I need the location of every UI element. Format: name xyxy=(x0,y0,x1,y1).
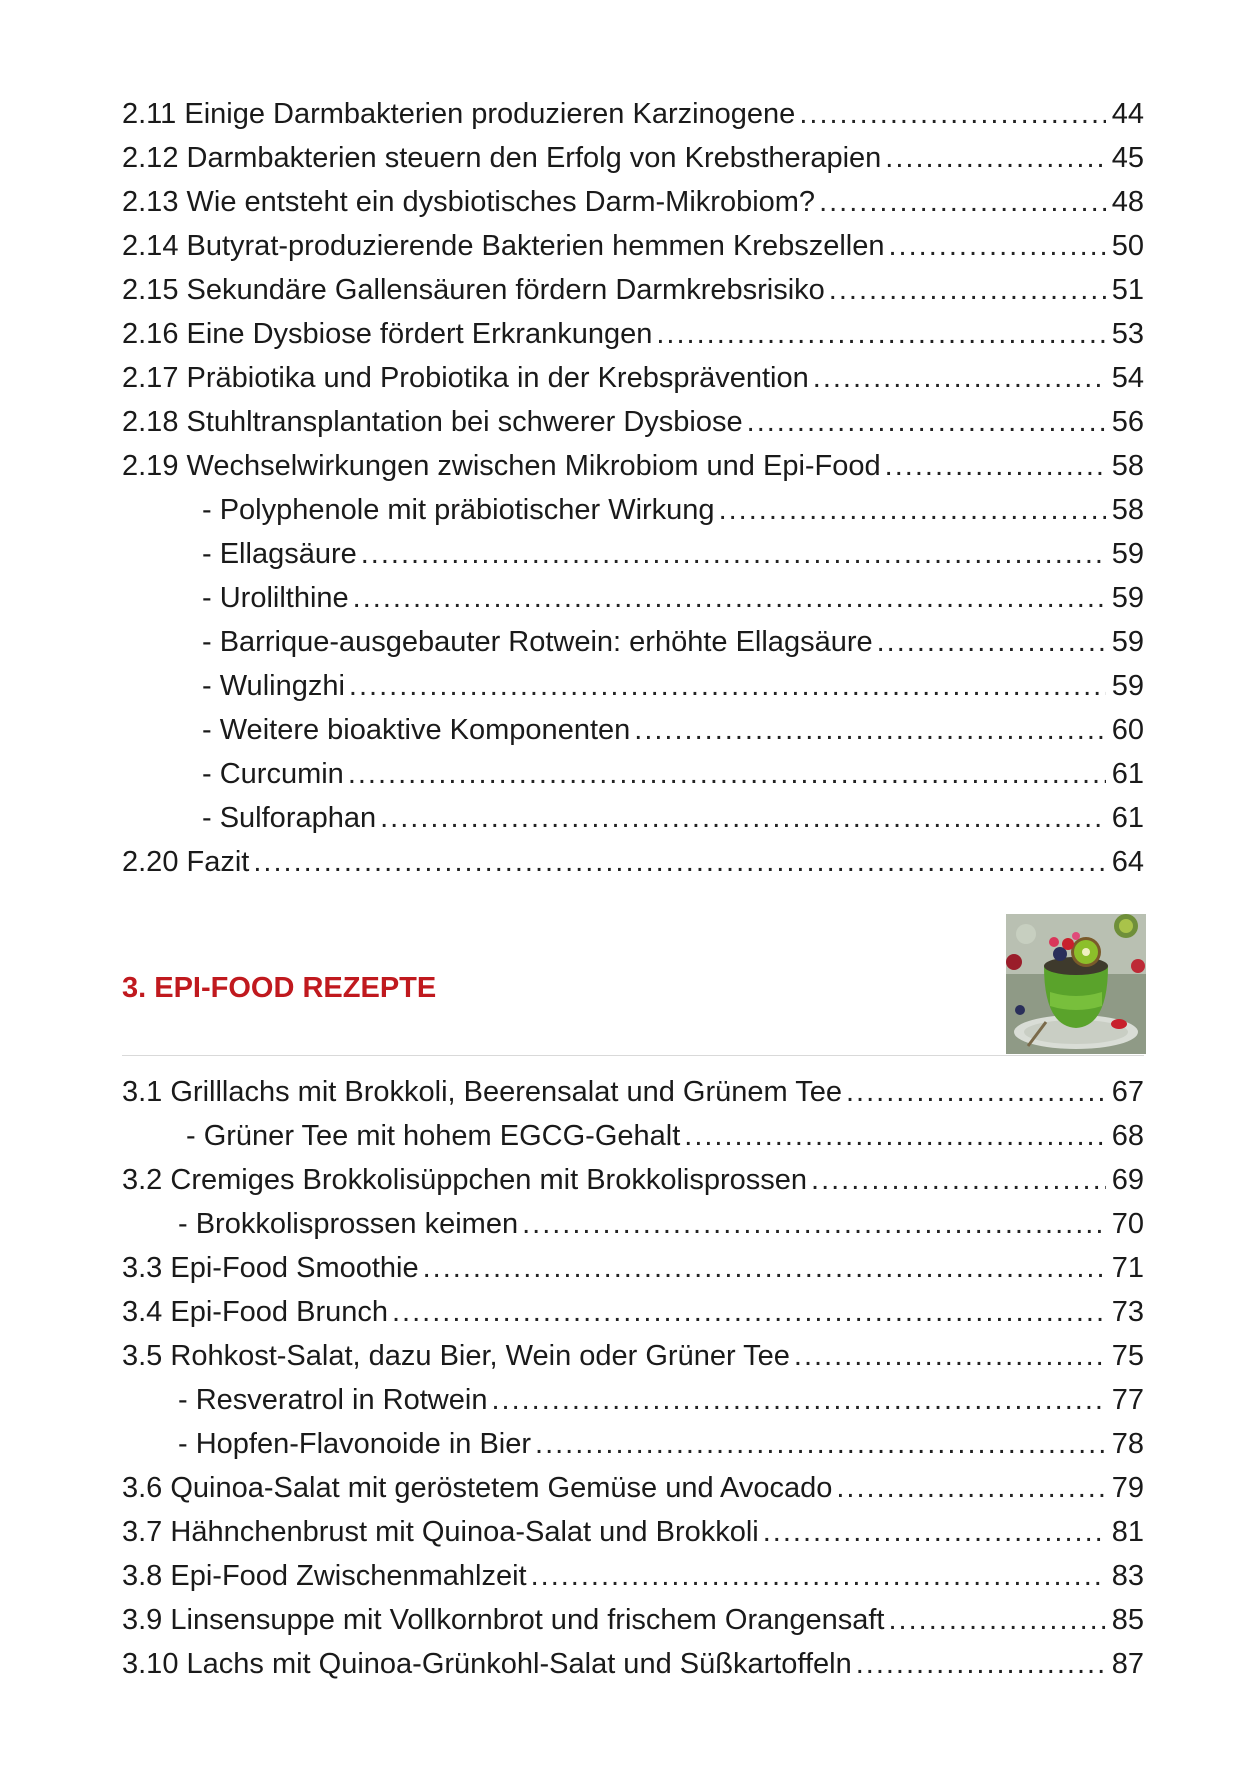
toc-entry-label: 2.12 Darmbakterien steuern den Erfolg von Krebstherapien xyxy=(122,142,882,174)
dot-leader xyxy=(836,1466,1106,1510)
toc-entry-label: 3.1 Grilllachs mit Brokkoli, Beerensalat und Grünem Tee xyxy=(122,1076,842,1108)
toc-entry-page: 71 xyxy=(1111,1252,1144,1284)
toc-subentry[interactable] xyxy=(122,1114,1144,1158)
toc-subentry[interactable] xyxy=(122,708,1144,752)
dot-leader xyxy=(522,1202,1106,1246)
toc-entry-page: 45 xyxy=(1111,142,1144,174)
toc-subentry[interactable] xyxy=(122,664,1144,708)
toc-entry[interactable] xyxy=(122,224,1144,268)
toc-entry-label: 3.2 Cremiges Brokkolisüppchen mit Brokkolisprossen xyxy=(122,1164,808,1196)
toc-entry[interactable] xyxy=(122,1466,1144,1510)
dot-leader xyxy=(253,840,1106,884)
dot-leader xyxy=(349,664,1106,708)
toc-entry-page: 58 xyxy=(1111,450,1144,482)
toc-entry-label: 3.7 Hähnchenbrust mit Quinoa-Salat und Brokkoli xyxy=(122,1516,759,1548)
dot-leader xyxy=(856,1642,1106,1686)
toc-entry-label: - Resveratrol in Rotwein xyxy=(178,1384,488,1416)
dot-leader xyxy=(888,1598,1106,1642)
toc-section-2 xyxy=(122,92,1144,884)
toc-entry-page: 59 xyxy=(1111,626,1144,658)
toc-entry-label: 2.20 Fazit xyxy=(122,846,250,878)
toc-entry-label: - Curcumin xyxy=(202,758,344,790)
toc-entry-label: - Weitere bioaktive Komponenten xyxy=(202,714,631,746)
toc-entry[interactable] xyxy=(122,356,1144,400)
toc-entry-page: 53 xyxy=(1111,318,1144,350)
toc-entry-page: 64 xyxy=(1111,846,1144,878)
toc-entry[interactable] xyxy=(122,1158,1144,1202)
toc-entry-page: 75 xyxy=(1111,1340,1144,1372)
toc-entry-label: 2.19 Wechselwirkungen zwischen Mikrobiom und Epi-Food xyxy=(122,450,881,482)
toc-entry[interactable] xyxy=(122,840,1144,884)
toc-entry-label: 2.17 Präbiotika und Probiotika in der Krebsprävention xyxy=(122,362,809,394)
dot-leader xyxy=(885,136,1106,180)
toc-entry-label: 2.14 Butyrat-produzierende Bakterien hemmen Krebszellen xyxy=(122,230,885,262)
dot-leader xyxy=(794,1334,1106,1378)
toc-entry-label: - Ellagsäure xyxy=(202,538,357,570)
toc-entry[interactable] xyxy=(122,400,1144,444)
toc-entry-page: 83 xyxy=(1111,1560,1144,1592)
toc-subentry[interactable] xyxy=(122,1422,1144,1466)
toc-entry[interactable] xyxy=(122,1598,1144,1642)
dot-leader xyxy=(763,1510,1106,1554)
toc-entry-label: - Barrique-ausgebauter Rotwein: erhöhte Ellagsäure xyxy=(202,626,873,658)
toc-entry-page: 48 xyxy=(1111,186,1144,218)
toc-entry[interactable] xyxy=(122,1246,1144,1290)
toc-subentry[interactable] xyxy=(122,532,1144,576)
dot-leader xyxy=(819,180,1106,224)
toc-entry[interactable] xyxy=(122,1554,1144,1598)
dot-leader xyxy=(877,620,1106,664)
toc-entry-page: 67 xyxy=(1111,1076,1144,1108)
toc-entry-label: 2.15 Sekundäre Gallensäuren fördern Darmkrebsrisiko xyxy=(122,274,825,306)
dot-leader xyxy=(535,1422,1106,1466)
toc-entry-page: 59 xyxy=(1111,538,1144,570)
dot-leader xyxy=(811,1158,1106,1202)
toc-entry-page: 56 xyxy=(1111,406,1144,438)
toc-entry-label: 2.13 Wie entsteht ein dysbiotisches Darm-Mikrobiom? xyxy=(122,186,816,218)
toc-subentry[interactable] xyxy=(122,1378,1144,1422)
dot-leader xyxy=(684,1114,1106,1158)
toc-entry-label: - Grüner Tee mit hohem EGCG-Gehalt xyxy=(186,1120,681,1152)
toc-entry-page: 59 xyxy=(1111,670,1144,702)
toc-entry[interactable] xyxy=(122,268,1144,312)
dot-leader xyxy=(829,268,1106,312)
dot-leader xyxy=(348,752,1106,796)
dot-leader xyxy=(799,92,1106,136)
toc-subentry[interactable] xyxy=(122,576,1144,620)
toc-entry-page: 68 xyxy=(1111,1120,1144,1152)
toc-entry-label: - Polyphenole mit präbiotischer Wirkung xyxy=(202,494,715,526)
toc-entry[interactable] xyxy=(122,1642,1144,1686)
dot-leader xyxy=(719,488,1106,532)
dot-leader xyxy=(634,708,1106,752)
toc-entry-page: 73 xyxy=(1111,1296,1144,1328)
dot-leader xyxy=(353,576,1106,620)
dot-leader xyxy=(813,356,1106,400)
toc-entry-label: 3.10 Lachs mit Quinoa-Grünkohl-Salat und Süßkartoffeln xyxy=(122,1648,852,1680)
section-divider xyxy=(122,1055,1144,1056)
toc-entry-label: 2.16 Eine Dysbiose fördert Erkrankungen xyxy=(122,318,653,350)
toc-entry-page: 79 xyxy=(1111,1472,1144,1504)
toc-entry-label: - Hopfen-Flavonoide in Bier xyxy=(178,1428,532,1460)
toc-entry[interactable] xyxy=(122,1510,1144,1554)
toc-subentry[interactable] xyxy=(122,1202,1144,1246)
dot-leader xyxy=(392,1290,1106,1334)
toc-entry[interactable] xyxy=(122,136,1144,180)
toc-entry[interactable] xyxy=(122,92,1144,136)
dot-leader xyxy=(846,1070,1106,1114)
toc-entry-page: 69 xyxy=(1111,1164,1144,1196)
toc-entry[interactable] xyxy=(122,312,1144,356)
toc-entry[interactable] xyxy=(122,180,1144,224)
toc-entry-label: 3.9 Linsensuppe mit Vollkornbrot und frischem Orangensaft xyxy=(122,1604,885,1636)
dot-leader xyxy=(380,796,1106,840)
toc-entry[interactable] xyxy=(122,1290,1144,1334)
dot-leader xyxy=(885,444,1106,488)
toc-entry-label: - Urolilthine xyxy=(202,582,349,614)
dot-leader xyxy=(656,312,1106,356)
toc-subentry[interactable] xyxy=(122,752,1144,796)
dot-leader xyxy=(531,1554,1106,1598)
toc-entry-label: 3.8 Epi-Food Zwischenmahlzeit xyxy=(122,1560,527,1592)
section-heading: 3. EPI-FOOD REZEPTE xyxy=(122,972,437,1004)
toc-entry-page: 78 xyxy=(1111,1428,1144,1460)
toc-subentry[interactable] xyxy=(122,796,1144,840)
toc-entry-page: 44 xyxy=(1111,98,1144,130)
toc-entry-label: 2.11 Einige Darmbakterien produzieren Karzinogene xyxy=(122,98,796,130)
toc-entry-page: 58 xyxy=(1111,494,1144,526)
toc-entry-label: 2.18 Stuhltransplantation bei schwerer Dysbiose xyxy=(122,406,743,438)
smoothie-illustration xyxy=(1006,914,1146,1054)
toc-entry[interactable] xyxy=(122,1334,1144,1378)
toc-subentry[interactable] xyxy=(122,620,1144,664)
toc-entry-label: - Brokkolisprossen keimen xyxy=(178,1208,519,1240)
dot-leader xyxy=(361,532,1106,576)
toc-section-3 xyxy=(122,1070,1144,1686)
toc-entry-label: 3.6 Quinoa-Salat mit geröstetem Gemüse und Avocado xyxy=(122,1472,833,1504)
toc-entry-page: 87 xyxy=(1111,1648,1144,1680)
toc-entry[interactable] xyxy=(122,1070,1144,1114)
toc-entry-page: 50 xyxy=(1111,230,1144,262)
toc-entry-page: 51 xyxy=(1111,274,1144,306)
toc-entry-page: 59 xyxy=(1111,582,1144,614)
toc-entry[interactable] xyxy=(122,444,1144,488)
toc-subentry[interactable] xyxy=(122,488,1144,532)
dot-leader xyxy=(888,224,1106,268)
toc-entry-page: 60 xyxy=(1111,714,1144,746)
toc-entry-page: 85 xyxy=(1111,1604,1144,1636)
toc-entry-label: 3.3 Epi-Food Smoothie xyxy=(122,1252,419,1284)
toc-entry-page: 77 xyxy=(1111,1384,1144,1416)
toc-entry-label: - Sulforaphan xyxy=(202,802,377,834)
toc-entry-page: 81 xyxy=(1111,1516,1144,1548)
toc-entry-page: 70 xyxy=(1111,1208,1144,1240)
toc-entry-page: 61 xyxy=(1111,802,1144,834)
toc-entry-label: - Wulingzhi xyxy=(202,670,345,702)
smoothie-photo xyxy=(1006,914,1146,1054)
dot-leader xyxy=(423,1246,1106,1290)
toc-entry-page: 61 xyxy=(1111,758,1144,790)
toc-entry-page: 54 xyxy=(1111,362,1144,394)
dot-leader xyxy=(747,400,1106,444)
toc-entry-label: 3.5 Rohkost-Salat, dazu Bier, Wein oder Grüner Tee xyxy=(122,1340,790,1372)
dot-leader xyxy=(491,1378,1106,1422)
toc-entry-label: 3.4 Epi-Food Brunch xyxy=(122,1296,388,1328)
